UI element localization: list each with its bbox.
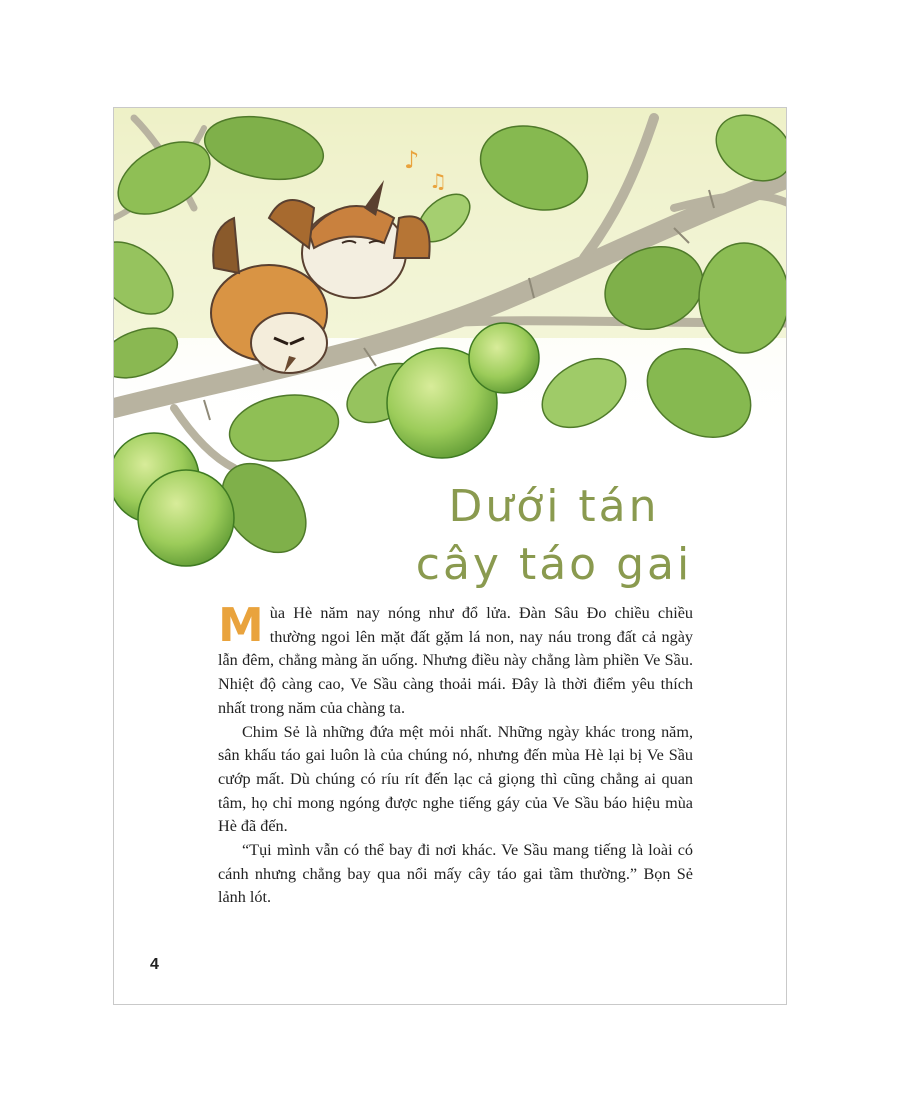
paragraph-2: Chim Sẻ là những đứa mệt mỏi nhất. Những ngày khác trong năm, sân khấu táo gai luôn là của chúng nó, nhưng đến mùa Hè lại bị Ve Sầu cướp mất. Dù chúng có ríu rít đến lạc cả giọng thì cũng chẳng ai quan tâm, họ chỉ mong ngóng được nghe tiếng gáy của Ve Sầu báo hiệu mùa Hè đã đến. xyxy=(218,722,693,836)
page-number: 4 xyxy=(150,956,159,973)
chapter-title-line-2: cây táo gai xyxy=(415,539,693,590)
chapter-body xyxy=(218,598,693,910)
paragraph-1: Mùa Hè năm nay nóng như đổ lửa. Đàn Sâu Đo chiều chiều thường ngoi lên mặt đất gặm lá non, nay náu trong đất cả ngày lẫn đêm, chẳng màng ăn uống. Nhưng điều này chẳng làm phiền Ve Sầu. Nhiệt độ càng cao, Ve Sầu càng thoải mái. Đây là thời điểm yêu thích nhất trong năm của chàng ta. xyxy=(218,598,693,717)
chapter-title-line-1: Dưới tán xyxy=(448,481,660,532)
svg-text:♪: ♪ xyxy=(404,146,420,174)
book-page xyxy=(113,107,787,1005)
chapter-title xyxy=(344,478,764,594)
paragraph-3: “Tụi mình vẫn có thể bay đi nơi khác. Ve Sầu mang tiếng là loài có cánh nhưng chẳng bay qua nổi mấy cây táo gai tầm thường.” Bọn Sẻ lảnh lót. xyxy=(218,841,693,907)
drop-cap: M xyxy=(218,598,264,652)
svg-text:♫: ♫ xyxy=(429,169,447,193)
